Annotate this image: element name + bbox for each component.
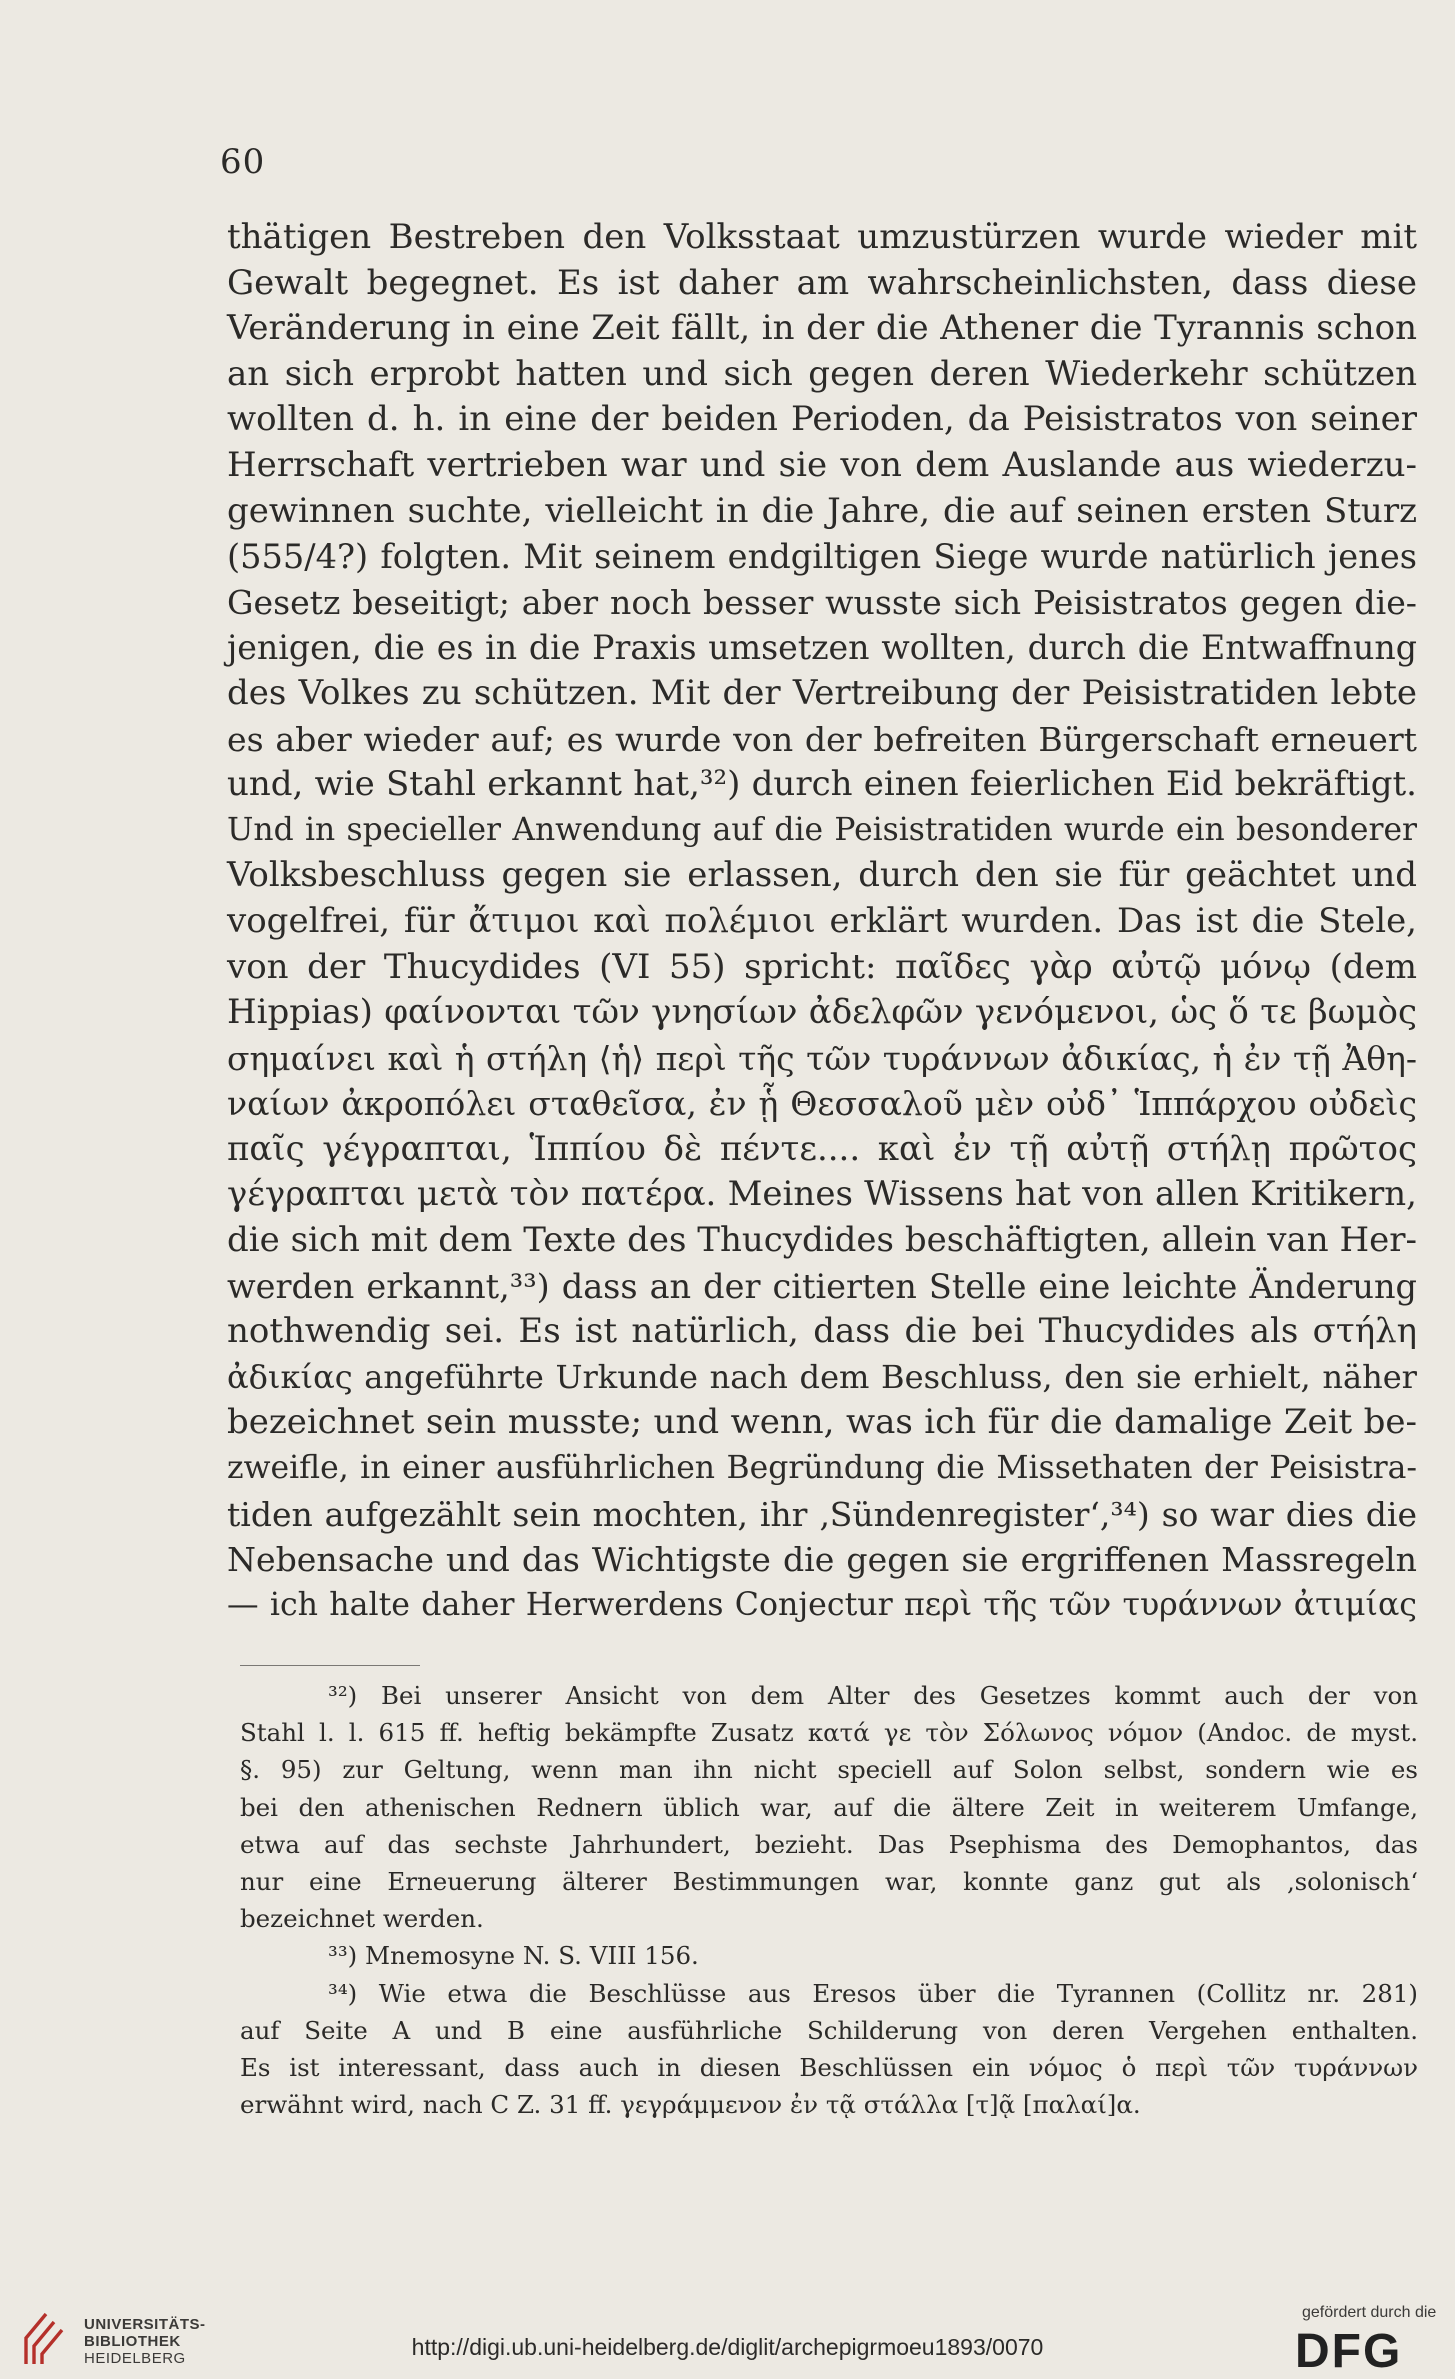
text-line: παῖς γέγραπται, Ἱππίου δὲ πέντε.... καὶ ἐν τῇ αὐτῇ στήλῃ πρῶτος: [227, 1128, 1417, 1169]
library-name-line: BIBLIOTHEK: [84, 2333, 181, 2350]
text-line: und, wie Stahl erkannt hat,³²) durch einen feierlichen Eid bekräftigt.: [227, 764, 1417, 805]
text-line: γέγραπται μετὰ τὸν πατέρα. Meines Wissens hat von allen Kritikern,: [227, 1174, 1417, 1215]
footnote-line: ³³) Mnemosyne N. S. VIII 156.: [328, 1941, 699, 1971]
text-line: — ich halte daher Herwerdens Conjectur περὶ τῆς τῶν τυράννων ἀτιμίας: [227, 1586, 1417, 1623]
text-line: von der Thucydides (VI 55) spricht: παῖδες γὰρ αὐτῷ μόνῳ (dem: [227, 946, 1417, 987]
page-number: 60: [220, 142, 266, 182]
footnote: [240, 1937, 1418, 1974]
text-line: wollten d. h. in eine der beiden Perioden, da Peisistratos von seiner: [227, 399, 1417, 440]
text-line: (555/4?) folgten. Mit seinem endgiltigen Siege wurde natürlich jenes: [227, 537, 1417, 577]
text-line: an sich erprobt hatten und sich gegen deren Wiederkehr schützen: [227, 353, 1417, 394]
text-line: Herrschaft vertrieben war und sie von dem Auslande aus wiederzu-: [227, 444, 1417, 485]
footnote-line: bezeichnet werden.: [240, 1904, 484, 1934]
funding-caption: gefördert durch die: [1302, 2304, 1437, 2321]
text-line: thätigen Bestreben den Volksstaat umzustürzen wurde wieder mit: [227, 217, 1417, 257]
footnote-line: ³²) Bei unserer Ansicht von dem Alter des Gesetzes kommt auch der von: [328, 1681, 1418, 1710]
text-line: vogelfrei, für ἄτιμοι καὶ πολέμιοι erklärt wurden. Das ist die Stele,: [227, 900, 1417, 941]
text-line: σημαίνει καὶ ἡ στήλη ⟨ἡ⟩ περὶ τῆς τῶν τυράννων ἀδικίας, ἡ ἐν τῇ Ἀθη-: [227, 1038, 1417, 1078]
text-line: Gesetz beseitigt; aber noch besser wusste sich Peisistratos gegen die-: [227, 582, 1417, 622]
footnote-line: auf Seite A und B eine ausführliche Schilderung von deren Vergehen enthalten.: [240, 2015, 1418, 2045]
library-name-line: HEIDELBERG: [84, 2350, 186, 2367]
footnote-line: ³⁴) Wie etwa die Beschlüsse aus Eresos über die Tyrannen (Collitz nr. 281): [328, 1978, 1418, 2008]
text-line: Volksbeschluss gegen sie erlassen, durch den sie für geächtet und: [227, 855, 1417, 896]
text-line: zweifle, in einer ausführlichen Begründung die Missethaten der Peisistra-: [227, 1450, 1417, 1487]
text-line: die sich mit dem Texte des Thucydides beschäftigten, allein van Her-: [227, 1220, 1417, 1261]
text-line: gewinnen suchte, vielleicht in die Jahre, die auf seinen ersten Sturz: [227, 490, 1417, 531]
text-line: nothwendig sei. Es ist natürlich, dass die bei Thucydides als στήλη: [227, 1311, 1417, 1352]
footnote-divider: [240, 1665, 420, 1666]
footnote-line: Stahl l. l. 615 ff. heftig bekämpfte Zusatz κατά γε τὸν Σόλωνος νόμον (Andoc. de myst.: [240, 1718, 1418, 1748]
text-line: bezeichnet sein musste; und wenn, was ich für die damalige Zeit be-: [227, 1402, 1417, 1443]
footnote-line: §. 95) zur Geltung, wenn man ihn nicht speciell auf Solon selbst, sondern wie es: [240, 1755, 1418, 1785]
footnote: [240, 1677, 1418, 1937]
text-line: Hippias) φαίνονται τῶν γνησίων ἀδελφῶν γενόμενοι, ὡς ὅ τε βωμὸς: [227, 992, 1417, 1033]
text-line: Nebensache und das Wichtigste die gegen sie ergriffenen Massregeln: [227, 1540, 1417, 1580]
text-line: ἀδικίας angeführte Urkunde nach dem Beschluss, den sie erhielt, näher: [227, 1357, 1417, 1396]
text-line: Und in specieller Anwendung auf die Peisistratiden wurde ein besonderer: [227, 811, 1417, 848]
footnote-line: etwa auf das sechste Jahrhundert, bezieht. Das Psephisma des Demophantos, das: [240, 1829, 1418, 1859]
text-line: Veränderung in eine Zeit fällt, in der die Athener die Tyrannis schon: [227, 308, 1417, 349]
text-line: werden erkannt,³³) dass an der citierten Stelle eine leichte Änderung: [227, 1266, 1417, 1306]
text-line: ναίων ἀκροπόλει σταθεῖσα, ἐν ᾗ Θεσσαλοῦ μὲν οὐδ᾽ Ἱππάρχου οὐδεὶς: [227, 1084, 1417, 1124]
footnote-line: erwähnt wird, nach C Z. 31 ff. γεγράμμενον ἐν τᾷ στάλλα [τ]ᾷ [παλαί]α.: [240, 2090, 1141, 2120]
text-line: es aber wieder auf; es wurde von der befreiten Bürgerschaft erneuert: [227, 719, 1417, 759]
footnote-line: Es ist interessant, dass auch in diesen Beschlüssen ein νόμος ὁ περὶ τῶν τυράννων: [240, 2052, 1418, 2082]
source-url-link[interactable]: http://digi.ub.uni-heidelberg.de/diglit/archepigrmoeu1893/0070: [411, 2334, 1044, 2360]
text-line: des Volkes zu schützen. Mit der Vertreibung der Peisistratiden lebte: [227, 672, 1417, 713]
footer-bar: [0, 2300, 1455, 2378]
text-line: tiden aufgezählt sein mochten, ihr ‚Sündenregister‘,³⁴) so war dies die: [227, 1494, 1417, 1534]
footnote: [240, 1975, 1418, 2124]
footnotes: [240, 1677, 1418, 2123]
footnote-line: nur eine Erneuerung älterer Bestimmungen war, konnte ganz gut als ‚solonisch‘: [240, 1866, 1418, 1896]
text-line: Gewalt begegnet. Es ist daher am wahrscheinlichsten, dass diese: [227, 262, 1417, 303]
footnote-line: bei den athenischen Rednern üblich war, auf die ältere Zeit in weiterem Umfange,: [240, 1792, 1418, 1822]
main-text: [227, 215, 1417, 1628]
dfg-logo: DFG: [1295, 2325, 1403, 2378]
text-line: jenigen, die es in die Praxis umsetzen wollten, durch die Entwaffnung: [227, 628, 1417, 668]
library-name-line: UNIVERSITÄTS-: [84, 2316, 206, 2333]
